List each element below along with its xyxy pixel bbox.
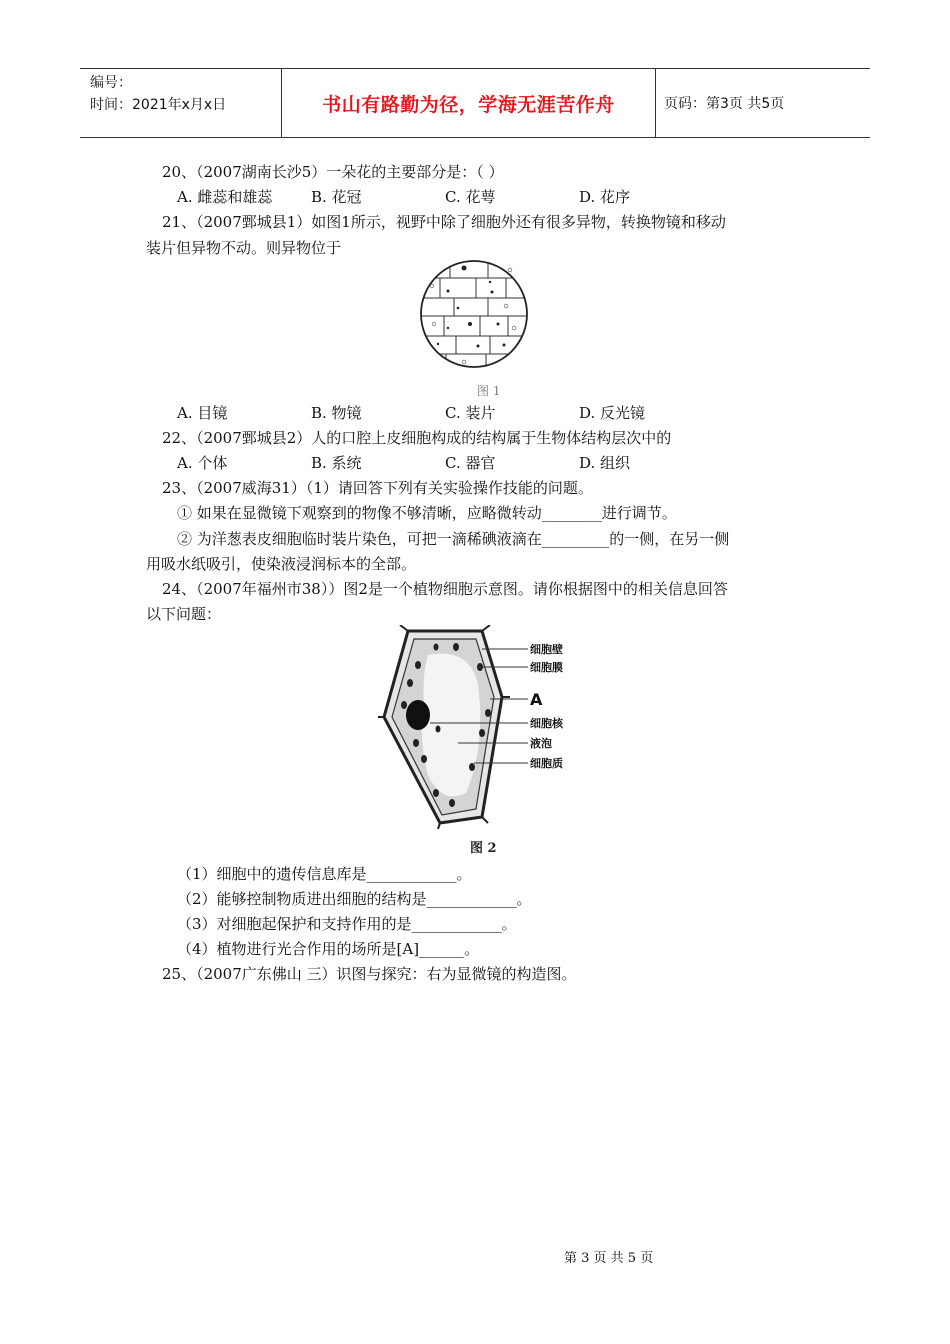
q23-item2-line2: 用吸水纸吸引，使染液浸润标本的全部。 — [146, 555, 417, 573]
q21-option-a: A. 目镜 — [177, 404, 228, 422]
q24-stem-line2: 以下问题： — [146, 605, 222, 623]
q24-sub2: （2）能够控制物质进出细胞的结构是____________。 — [177, 890, 532, 908]
q20-option-a: A. 雌蕊和雄蕊 — [177, 188, 273, 206]
label-vacuole: 液泡 — [530, 737, 552, 750]
q21-option-d: D. 反光镜 — [579, 404, 646, 422]
time-label: 时间：2021年x月x日 — [90, 97, 227, 113]
header-meta — [80, 69, 282, 137]
q20-stem: 20、（2007湖南长沙5）一朵花的主要部分是：（ ） — [162, 163, 504, 181]
q24-stem-line1: 24、（2007年福州市38））图2是一个植物细胞示意图。请你根据图中的相关信息回答 — [162, 580, 728, 598]
label-cell-wall: 细胞壁 — [530, 643, 563, 656]
header-page-info: 页码：第3页 共5页 — [664, 96, 785, 112]
q21-option-c: C. 装片 — [445, 404, 496, 422]
q22-stem: 22、（2007鄄城县2）人的口腔上皮细胞构成的结构属于生物体结构层次中的 — [162, 429, 672, 447]
q25-stem: 25、（2007广东佛山 三）识图与探究：右为显微镜的构造图。 — [162, 965, 577, 983]
figure-1-caption: 图 1 — [477, 384, 501, 398]
q22-option-b: B. 系统 — [311, 454, 362, 472]
q23-stem: 23、（2007威海31）（1）请回答下列有关实验操作技能的问题。 — [162, 479, 593, 497]
q20-option-c: C. 花萼 — [445, 188, 496, 206]
q20-option-d: D. 花序 — [579, 188, 631, 206]
q24-sub4: （4）植物进行光合作用的场所是[A]______。 — [177, 940, 480, 958]
q24-sub3: （3）对细胞起保护和支持作用的是____________。 — [177, 915, 517, 933]
q24-sub1: （1）细胞中的遗传信息库是____________。 — [177, 865, 472, 883]
page-header — [80, 68, 870, 138]
q22-option-c: C. 器官 — [445, 454, 496, 472]
label-nucleus: 细胞核 — [530, 717, 563, 730]
q22-option-a: A. 个体 — [177, 454, 228, 472]
label-a: A — [530, 690, 543, 709]
label-cytoplasm: 细胞质 — [530, 757, 563, 770]
q21-stem-line2: 装片但异物不动。则异物位于 — [146, 239, 342, 257]
q23-item2-line1: ② 为洋葱表皮细胞临时装片染色，可把一滴稀碘液滴在_________的一侧，在另一侧 — [177, 530, 730, 548]
figure-2-plant-cell — [378, 625, 578, 829]
figure-1-microscope-field — [418, 258, 530, 370]
vacuole-shape — [422, 654, 481, 797]
nucleus-shape — [406, 700, 430, 730]
number-label: 编号： — [90, 75, 132, 91]
header-motto: 书山有路勤为径，学海无涯苦作舟 — [282, 69, 656, 137]
q21-stem-line1: 21、（2007鄄城县1）如图1所示，视野中除了细胞外还有很多异物，转换物镜和移动 — [162, 213, 726, 231]
figure-2-caption: 图 2 — [470, 841, 497, 856]
q23-item1: ① 如果在显微镜下观察到的物像不够清晰，应略微转动________进行调节。 — [177, 504, 677, 522]
label-cell-membrane: 细胞膜 — [530, 661, 563, 674]
q21-option-b: B. 物镜 — [311, 404, 362, 422]
page-footer: 第 3 页 共 5 页 — [564, 1251, 654, 1266]
q22-option-d: D. 组织 — [579, 454, 631, 472]
q20-option-b: B. 花冠 — [311, 188, 362, 206]
